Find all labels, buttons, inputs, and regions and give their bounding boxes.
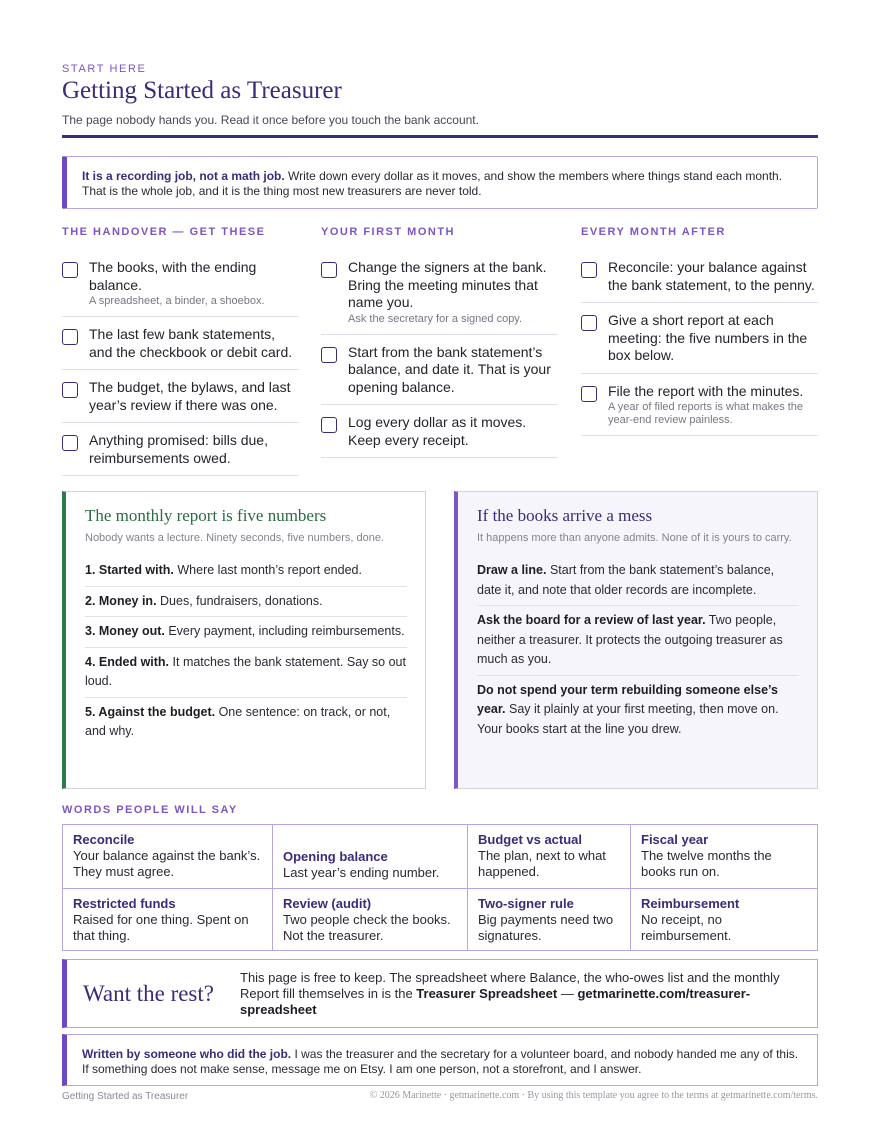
advice-text: Start from the bank statement’s balance, date it, and note that older records are incomplete. [477, 563, 775, 597]
checkbox[interactable] [581, 262, 597, 278]
checklist-item [62, 326, 299, 370]
step-text: Where last month’s report ended. [173, 563, 362, 577]
checklist-item-text: File the report with the minutes. [608, 382, 804, 399]
checkbox[interactable] [321, 347, 337, 363]
column-heading: THE HANDOVER — GET THESE [62, 226, 266, 238]
checklist-item [321, 259, 558, 335]
checklist-item [321, 414, 558, 458]
glossary-definition: Two people check the books. Not the treasurer. [283, 912, 451, 943]
column-every-month [581, 224, 818, 436]
glossary-term: Opening balance [283, 849, 388, 864]
report-step [85, 622, 407, 648]
glossary-heading: WORDS PEOPLE WILL SAY [62, 804, 238, 816]
report-step [85, 653, 407, 698]
upsell-title: Want the rest? [83, 981, 214, 1006]
glossary-definition: Big payments need two signatures. [478, 912, 614, 943]
glossary-term: Fiscal year [641, 832, 709, 847]
glossary-cell [63, 825, 273, 889]
upsell-text: This page is free to keep. The spreadsheet where Balance, the who-owes list and the monthly Report fill themselves in is the [240, 970, 780, 1001]
checklist-item-text: Log every dollar as it moves. Keep every receipt. [348, 414, 527, 448]
advice-item [477, 611, 799, 676]
glossary-cell [63, 889, 273, 950]
checklist-item-note: A year of filed reports is what makes the year-end review painless. [608, 401, 804, 426]
checklist-item-text: Anything promised: bills due, reimbursements owed. [89, 432, 268, 466]
page-title: Getting Started as Treasurer [62, 77, 342, 104]
upsell-box [62, 959, 818, 1028]
author-note [62, 1034, 818, 1086]
step-lead: 2. Money in. [85, 593, 157, 608]
glossary-cell [273, 825, 468, 889]
checklist-item-text: Start from the bank statement’s balance, and date it. That is your opening balance. [348, 343, 551, 395]
page-subtitle: The page nobody hands you. Read it once before you touch the bank account. [62, 113, 479, 127]
glossary-definition: Last year’s ending number. [283, 865, 440, 880]
footer-title: Getting Started as Treasurer [62, 1091, 189, 1102]
glossary-definition: The twelve months the books run on. [641, 848, 772, 879]
glossary-table [62, 824, 818, 951]
checklist-item-note: A spreadsheet, a binder, a shoebox. [89, 295, 265, 307]
checklist-item-text: Change the signers at the bank. Bring the meeting minutes that name you. [348, 259, 547, 310]
step-text: Every payment, including reimbursements. [164, 624, 405, 638]
checklist-item [581, 383, 818, 437]
glossary-cell [468, 825, 631, 889]
glossary-term: Reconcile [73, 832, 135, 847]
advice-item [477, 681, 799, 745]
column-heading: YOUR FIRST MONTH [321, 226, 455, 238]
footer-copyright: © 2026 Marinette · getmarinette.com · By using this template you agree to the terms at getmarinette.com/terms. [369, 1090, 818, 1101]
checklist-item-text: The budget, the bylaws, and last year’s review if there was one. [89, 379, 291, 413]
glossary-term: Reimbursement [641, 896, 740, 911]
product-link[interactable]: getmarinette.com/treasurer-spreadsheet [240, 986, 751, 1017]
checkbox[interactable] [321, 262, 337, 278]
checkbox[interactable] [321, 417, 337, 433]
glossary-term: Restricted funds [73, 896, 176, 911]
glossary-definition: Your balance against the bank’s. They must agree. [73, 848, 261, 879]
checklist-item-text: The last few bank statements, and the checkbook or debit card. [89, 326, 293, 360]
step-lead: 4. Ended with. [85, 654, 170, 669]
step-text: One sentence: on track, or not, and why. [85, 704, 391, 738]
panel-subtitle: Nobody wants a lecture. Ninety seconds, five numbers, done. [85, 532, 384, 544]
advice-lead: Draw a line. [477, 563, 547, 577]
checklist-item-note: Ask the secretary for a signed copy. [348, 312, 523, 325]
checklist-item-text: The books, with the ending balance. [89, 259, 257, 293]
step-text: Dues, fundraisers, donations. [156, 593, 323, 608]
books-mess-panel [454, 491, 818, 789]
glossary-cell [468, 889, 631, 950]
checklist-item [321, 344, 558, 406]
glossary-cell [273, 889, 468, 950]
glossary-definition: The plan, next to what happened. [478, 848, 606, 879]
advice-item [477, 561, 799, 606]
author-text: I was the treasurer and the secretary for a volunteer board, and nobody handed me any of this. If something does not make sense, message me on Etsy. I am one person, not a storefront, and I answer. [82, 1047, 799, 1076]
advice-lead: Ask the board for a review of last year. [477, 613, 706, 627]
glossary-term: Budget vs actual [478, 832, 583, 847]
glossary-cell [631, 889, 817, 950]
report-step [85, 703, 407, 747]
advice-lead: Do not spend your term rebuilding someone else’s year. [477, 682, 778, 716]
column-heading: EVERY MONTH AFTER [581, 226, 726, 238]
panel-title: If the books arrive a mess [477, 506, 653, 525]
checkbox[interactable] [62, 435, 78, 451]
intro-callout [62, 156, 818, 209]
checklist-item [62, 379, 299, 423]
checklist-item [581, 259, 818, 303]
step-text: It matches the bank statement. Say so out loud. [85, 654, 406, 688]
panel-title: The monthly report is five numbers [85, 506, 327, 525]
checkbox[interactable] [581, 315, 597, 331]
upsell-dash: — [557, 986, 578, 1001]
title-rule [62, 135, 818, 138]
checklist-item-text: Reconcile: your balance against the bank statement, to the penny. [608, 259, 815, 293]
monthly-report-panel [62, 491, 426, 789]
checkbox[interactable] [62, 262, 78, 278]
checklist-item-text: Give a short report at each meeting: the five numbers in the box below. [608, 312, 808, 363]
report-step [85, 592, 407, 618]
column-first-month [321, 224, 558, 458]
glossary-term: Review (audit) [283, 896, 372, 911]
callout-text: Write down every dollar as it moves, and show the members where things stand each month. That is the whole job, and it is the thing most new treasurers are never told. [82, 169, 783, 198]
checklist-item [62, 432, 299, 476]
checkbox[interactable] [62, 382, 78, 398]
checklist-item [581, 312, 818, 374]
glossary-definition: No receipt, no reimbursement. [641, 912, 732, 943]
step-lead: 3. Money out. [85, 624, 165, 638]
product-name: Treasurer Spreadsheet [416, 986, 558, 1001]
author-lead: Written by someone who did the job. [82, 1047, 292, 1061]
report-step [85, 561, 407, 587]
glossary-definition: Raised for one thing. Spent on that thing. [73, 912, 249, 943]
checkbox[interactable] [581, 386, 597, 402]
checkbox[interactable] [62, 329, 78, 345]
upsell-body [240, 970, 810, 1018]
checklist-item [62, 259, 299, 317]
callout-lead: It is a recording job, not a math job. [82, 169, 285, 183]
step-lead: 5. Against the budget. [85, 704, 216, 719]
advice-text: Say it plainly at your first meeting, then move on. Your books start at the line you drew. [477, 702, 779, 736]
advice-text: Two people, neither a treasurer. It protects the outgoing treasurer as much as you. [477, 613, 783, 666]
eyebrow: START HERE [62, 63, 147, 75]
glossary-term: Two-signer rule [478, 896, 574, 911]
panel-subtitle: It happens more than anyone admits. None of it is yours to carry. [477, 532, 792, 544]
glossary-cell [631, 825, 817, 889]
step-lead: 1. Started with. [85, 563, 174, 577]
column-handover [62, 224, 299, 476]
